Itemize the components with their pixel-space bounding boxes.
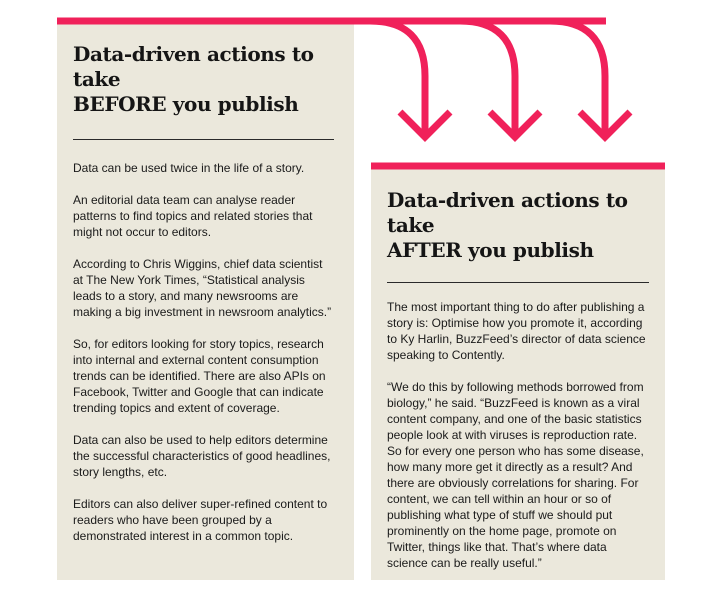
- after-paragraph-1: The most important thing to do after publishing a story is: Optimise how you promote it, according to Ky Harlin, BuzzFeed’s director of data science speaking to Contently.: [387, 300, 646, 362]
- arrow-3-stem: [550, 21, 605, 133]
- before-paragraph-4: So, for editors looking for story topics, research into internal and external content consumption trends can be identified. There are also APIs on Facebook, Twitter and Google that can indicate trending topics and extent of coverage.: [73, 337, 326, 415]
- after-publish-title: [387, 188, 649, 263]
- before-title-line-2: BEFORE you publish: [73, 92, 299, 116]
- before-paragraph-3: According to Chris Wiggins, chief data scientist at The New York Times, “Statistical analysis leads to a story, and many newsrooms are making a big investment in newsroom analytics.”: [73, 257, 332, 319]
- before-paragraph-5: Data can also be used to help editors determine the successful characteristics of good headlines, story lengths, etc.: [73, 433, 331, 479]
- before-title-line-1: Data-driven actions to take: [73, 42, 314, 91]
- after-title-line-2: AFTER you publish: [387, 238, 594, 262]
- before-paragraph-2: An editorial data team can analyse reader patterns to find topics and related stories that might not occur to editors.: [73, 193, 313, 239]
- arrow-2-stem: [460, 21, 515, 133]
- arrow-down-icon: [400, 112, 450, 137]
- arrow-1-stem: [370, 21, 425, 133]
- before-publish-panel: [57, 20, 354, 580]
- arrow-down-icon: [490, 112, 540, 137]
- after-publish-panel: [371, 166, 665, 580]
- after-paragraph-2: “We do this by following methods borrowed from biology,” he said. “BuzzFeed is known as a viral content company, and one of the basic statistics people look at with viruses is reproduction rate. So for every one person who has some disease, how many more get it directly as a result? And there are obviously correlations for sharing. For content, we can tell within an hour or so of publishing what type of stuff we should put prominently on the home page, promote on Twitter, things like that. That’s where data science can be really useful.”: [387, 380, 644, 570]
- after-title-line-1: Data-driven actions to take: [387, 188, 628, 237]
- arrow-down-icon: [580, 112, 630, 137]
- title-divider: [73, 139, 334, 140]
- title-divider: [387, 282, 649, 283]
- before-publish-title: [73, 42, 334, 117]
- before-paragraph-6: Editors can also deliver super-refined content to readers who have been grouped by a demonstrated interest in a common topic.: [73, 497, 328, 543]
- before-paragraph-1: Data can be used twice in the life of a story.: [73, 161, 305, 175]
